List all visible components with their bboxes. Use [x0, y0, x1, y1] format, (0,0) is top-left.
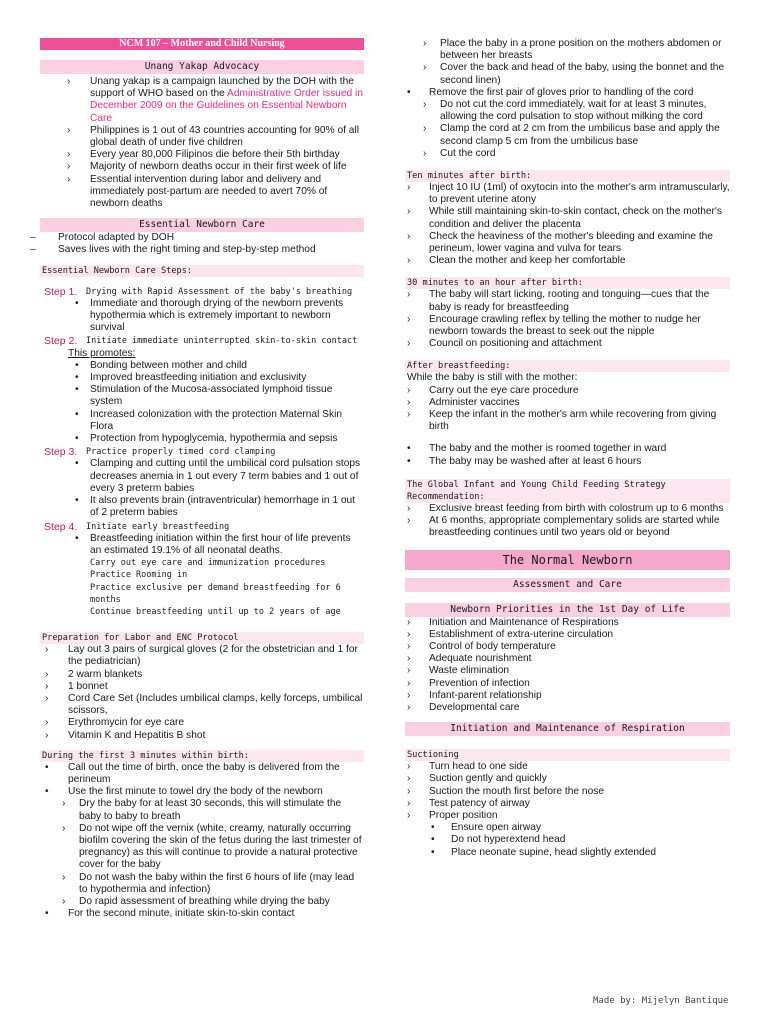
list-item: › Vitamin K and Hepatitis B shot — [45, 729, 206, 741]
unang-yakap-heading: Unang Yakap Advocacy — [40, 60, 364, 74]
list-item: › Adequate nourishment — [407, 653, 532, 665]
list-item: • Breastfeeding initiation within the first hour of life prevents an estimated 19.1% of all neonatal deaths. — [75, 532, 351, 556]
list-item: • It also prevents brain (intraventricular) hemorrhage in 1 out of 2 preterm babies — [75, 495, 356, 519]
list-item: › Dry the baby for at least 30 seconds, this will stimulate the baby to baby to breath — [62, 798, 342, 822]
list-item: › Establishment of extra-uterine circulation — [407, 628, 614, 640]
list-item: › Clean the mother and keep her comfortable — [407, 255, 626, 267]
first3-continued — [405, 38, 730, 160]
first3-heading: During the first 3 minutes within birth: — [40, 750, 364, 762]
list-item: › Suction the mouth first before the nose — [407, 785, 604, 797]
list-item: • Bonding between mother and child — [75, 359, 247, 371]
list-item: › Carry out the eye care procedure — [407, 384, 579, 396]
list-item: › Unang yakap is a campaign launched by the DOH with the support of WHO based on the Administrative Order issued in December 2009 on the Guidelines on Essential Newborn Care — [67, 76, 363, 124]
global-list — [405, 503, 730, 540]
preparation-heading: Preparation for Labor and ENC Protocol — [40, 632, 364, 644]
list-item: › Do not cut the cord immediately, wait for at least 3 minutes, allowing the cord pulsation to stop without milking the cord — [423, 99, 707, 123]
enc-steps — [40, 286, 364, 618]
list-item: › Lay out 3 pairs of surgical gloves (2 for the obstetrician and 1 for the pediatrician) — [45, 644, 358, 668]
ten-min-list — [405, 182, 730, 267]
list-item: › Developmental care — [407, 701, 520, 713]
list-item: • Do not hyperextend head — [431, 834, 566, 846]
list-item: › The baby will start licking, rooting and tonguing—cues that the baby is ready for breastfeeding — [407, 289, 710, 313]
step-4-extra: Carry out eye care and immunization procedures — [90, 558, 326, 569]
list-item: › At 6 months, appropriate complementary solids are started while breastfeeding continues until two years old or beyond — [407, 515, 720, 539]
promotes-label: This promotes: — [68, 347, 136, 359]
list-item: › Philippines is 1 out of 43 countries accounting for 90% of all global death of under five children — [67, 124, 359, 149]
list-item: • Stimulation of the Mucosa-associated lymphoid tissue system — [75, 384, 333, 408]
list-item: › Encourage crawling reflex by telling the mother to nudge her newborn towards the breast to seek out the nipple — [407, 313, 701, 338]
list-item: › Cut the cord — [423, 147, 496, 159]
list-item: › Inject 10 IU (1ml) of oxytocin into the mother's arm intramuscularly, to prevent uterine atony — [407, 182, 730, 206]
unang-yakap-list — [40, 76, 364, 210]
first3-list — [40, 762, 364, 921]
list-item: › Place the baby in a prone position on the mothers abdomen or between her breasts — [423, 38, 722, 62]
list-item: › Erythromycin for eye care — [45, 717, 185, 729]
thirty-min-list — [405, 289, 730, 350]
right-column — [405, 38, 730, 859]
list-item: • Clamping and cutting until the umbilical cord pulsation stops decreases anemia in 1 out every 7 term babies and 1 out of every 3 preterm babies — [75, 458, 361, 494]
step-4-extra: Continue breastfeeding until up to 2 years of age — [90, 606, 341, 617]
step-4: Step 4. Initiate early breastfeeding — [44, 520, 230, 533]
list-item: › 2 warm blankets — [45, 668, 143, 680]
left-column — [30, 38, 364, 920]
list-item: › Cord Care Set (Includes umbilical clamps, kelly forceps, umbilical scissors, — [45, 692, 363, 717]
priorities-list — [405, 617, 730, 715]
after-bf-heading: After breastfeeding: — [405, 360, 730, 372]
list-item: • Immediate and thorough drying of the newborn prevents hypothermia which is extremely important to newborn survival — [75, 297, 344, 334]
respiration-heading: Initiation and Maintenance of Respiration — [405, 722, 730, 736]
list-item: › While still maintaining skin-to-skin contact, check on the mother's condition and deliver the placenta — [407, 206, 722, 230]
priorities-heading: Newborn Priorities in the 1st Day of Life — [405, 603, 730, 617]
assessment-heading: Assessment and Care — [405, 578, 730, 592]
list-item: › Clamp the cord at 2 cm from the umbilicus base and apply the second clamp 5 cm from the umbilicus base — [423, 123, 720, 147]
list-item: • The baby may be washed after at least 6 hours — [407, 455, 642, 467]
list-item: • Increased colonization with the protection Maternal Skin Flora — [75, 408, 342, 432]
list-item: › Keep the infant in the mother's arm while recovering from giving birth — [407, 409, 717, 433]
list-item: • For the second minute, initiate skin-to-skin contact — [45, 908, 295, 920]
list-item: › Every year 80,000 Filipinos die before their 5th birthday — [67, 149, 340, 161]
step-1: Step 1. Drying with Rapid Assessment of the baby's breathing — [44, 285, 353, 298]
list-item: › Majority of newborn deaths occur in their first week of life — [67, 161, 347, 173]
list-item: › Initiation and Maintenance of Respirations — [407, 616, 619, 628]
suction-list — [405, 761, 730, 859]
author-credit: Made by: Mijelyn Bantique — [593, 996, 729, 1006]
list-item: › Proper position — [407, 809, 498, 821]
list-item: • Ensure open airway — [431, 822, 542, 834]
global-heading: The Global Infant and Young Child Feeding Strategy Recommendation: — [405, 479, 730, 503]
list-item: › Do not wipe off the vernix (white, creamy, naturally occurring biofilm covering the skin of the fetus during the last trimester of pregnancy) as this will continue to provide a natural protective cover for the baby — [62, 822, 362, 871]
step-4-extra: Practice Rooming in — [90, 570, 188, 581]
after-bf-list — [405, 385, 730, 468]
list-item: › Infant-parent relationship — [407, 689, 542, 701]
list-item: › Suction gently and quickly — [407, 773, 547, 785]
list-item: › Do rapid assessment of breathing while drying the baby — [62, 895, 330, 907]
thirty-min-heading: 30 minutes to an hour after birth: — [405, 277, 730, 289]
normal-newborn-heading: The Normal Newborn — [405, 550, 730, 570]
list-item: › Check the heaviness of the mother's bleeding and examine the perineum, lower vagina and vulva for tears — [407, 230, 713, 255]
list-item: • Remove the first pair of gloves prior to handling of the cord — [407, 86, 694, 98]
list-item: – Saves lives with the right timing and step-by-step method — [30, 244, 316, 256]
list-item: › Waste elimination — [407, 665, 510, 677]
list-item: › 1 bonnet — [45, 680, 108, 692]
list-item: • Call out the time of birth, once the baby is delivered from the perineum — [45, 761, 340, 785]
list-item: › Turn head to one side — [407, 761, 528, 773]
list-item: › Cover the back and head of the baby, using the bonnet and the second linen) — [423, 62, 725, 86]
list-item: › Administer vaccines — [407, 396, 520, 408]
list-item: › Control of body temperature — [407, 640, 556, 652]
step-4-extra: Practice exclusive per demand breastfeeding for 6 months — [90, 582, 341, 605]
list-item: • The baby and the mother is roomed together in ward — [407, 443, 667, 455]
suctioning-heading: Suctioning — [405, 749, 730, 761]
list-item: • Improved breastfeeding initiation and exclusivity — [75, 372, 307, 384]
step-3: Step 3. Practice properly timed cord clamping — [44, 446, 276, 459]
list-item: – Protocol adapted by DOH — [30, 232, 175, 244]
list-item: • Use the first minute to towel dry the body of the newborn — [45, 786, 323, 798]
ten-min-heading: Ten minutes after birth: — [405, 170, 730, 182]
document-title: NCM 107 – Mother and Child Nursing — [40, 38, 364, 50]
enc-heading: Essential Newborn Care — [40, 218, 364, 232]
list-item: › Prevention of infection — [407, 677, 530, 689]
after-bf-intro: While the baby is still with the mother: — [407, 372, 578, 384]
administrative-order-link-text: Administrative Order issued in December 2009 on the Guidelines on Essential Newborn Care — [90, 88, 363, 124]
list-item: › Council on positioning and attachment — [407, 338, 602, 350]
list-item: • Protection from hypoglycemia, hypothermia and sepsis — [75, 433, 338, 445]
list-item: › Do not wash the baby within the first 6 hours of life (may lead to hypothermia and infection) — [62, 871, 355, 895]
enc-steps-heading: Essential Newborn Care Steps: — [40, 265, 364, 277]
preparation-list — [40, 644, 364, 742]
list-item: • Place neonate supine, head slightly extended — [431, 846, 657, 858]
list-item: › Test patency of airway — [407, 797, 530, 809]
list-item: › Exclusive breast feeding from birth with colostrum up to 6 months — [407, 502, 724, 514]
list-item: › Essential intervention during labor and delivery and immediately post-partum are needed to avert 70% of newborn deaths — [67, 173, 328, 210]
step-2: Step 2. Initiate immediate uninterrupted skin-to-skin contact — [44, 335, 358, 348]
